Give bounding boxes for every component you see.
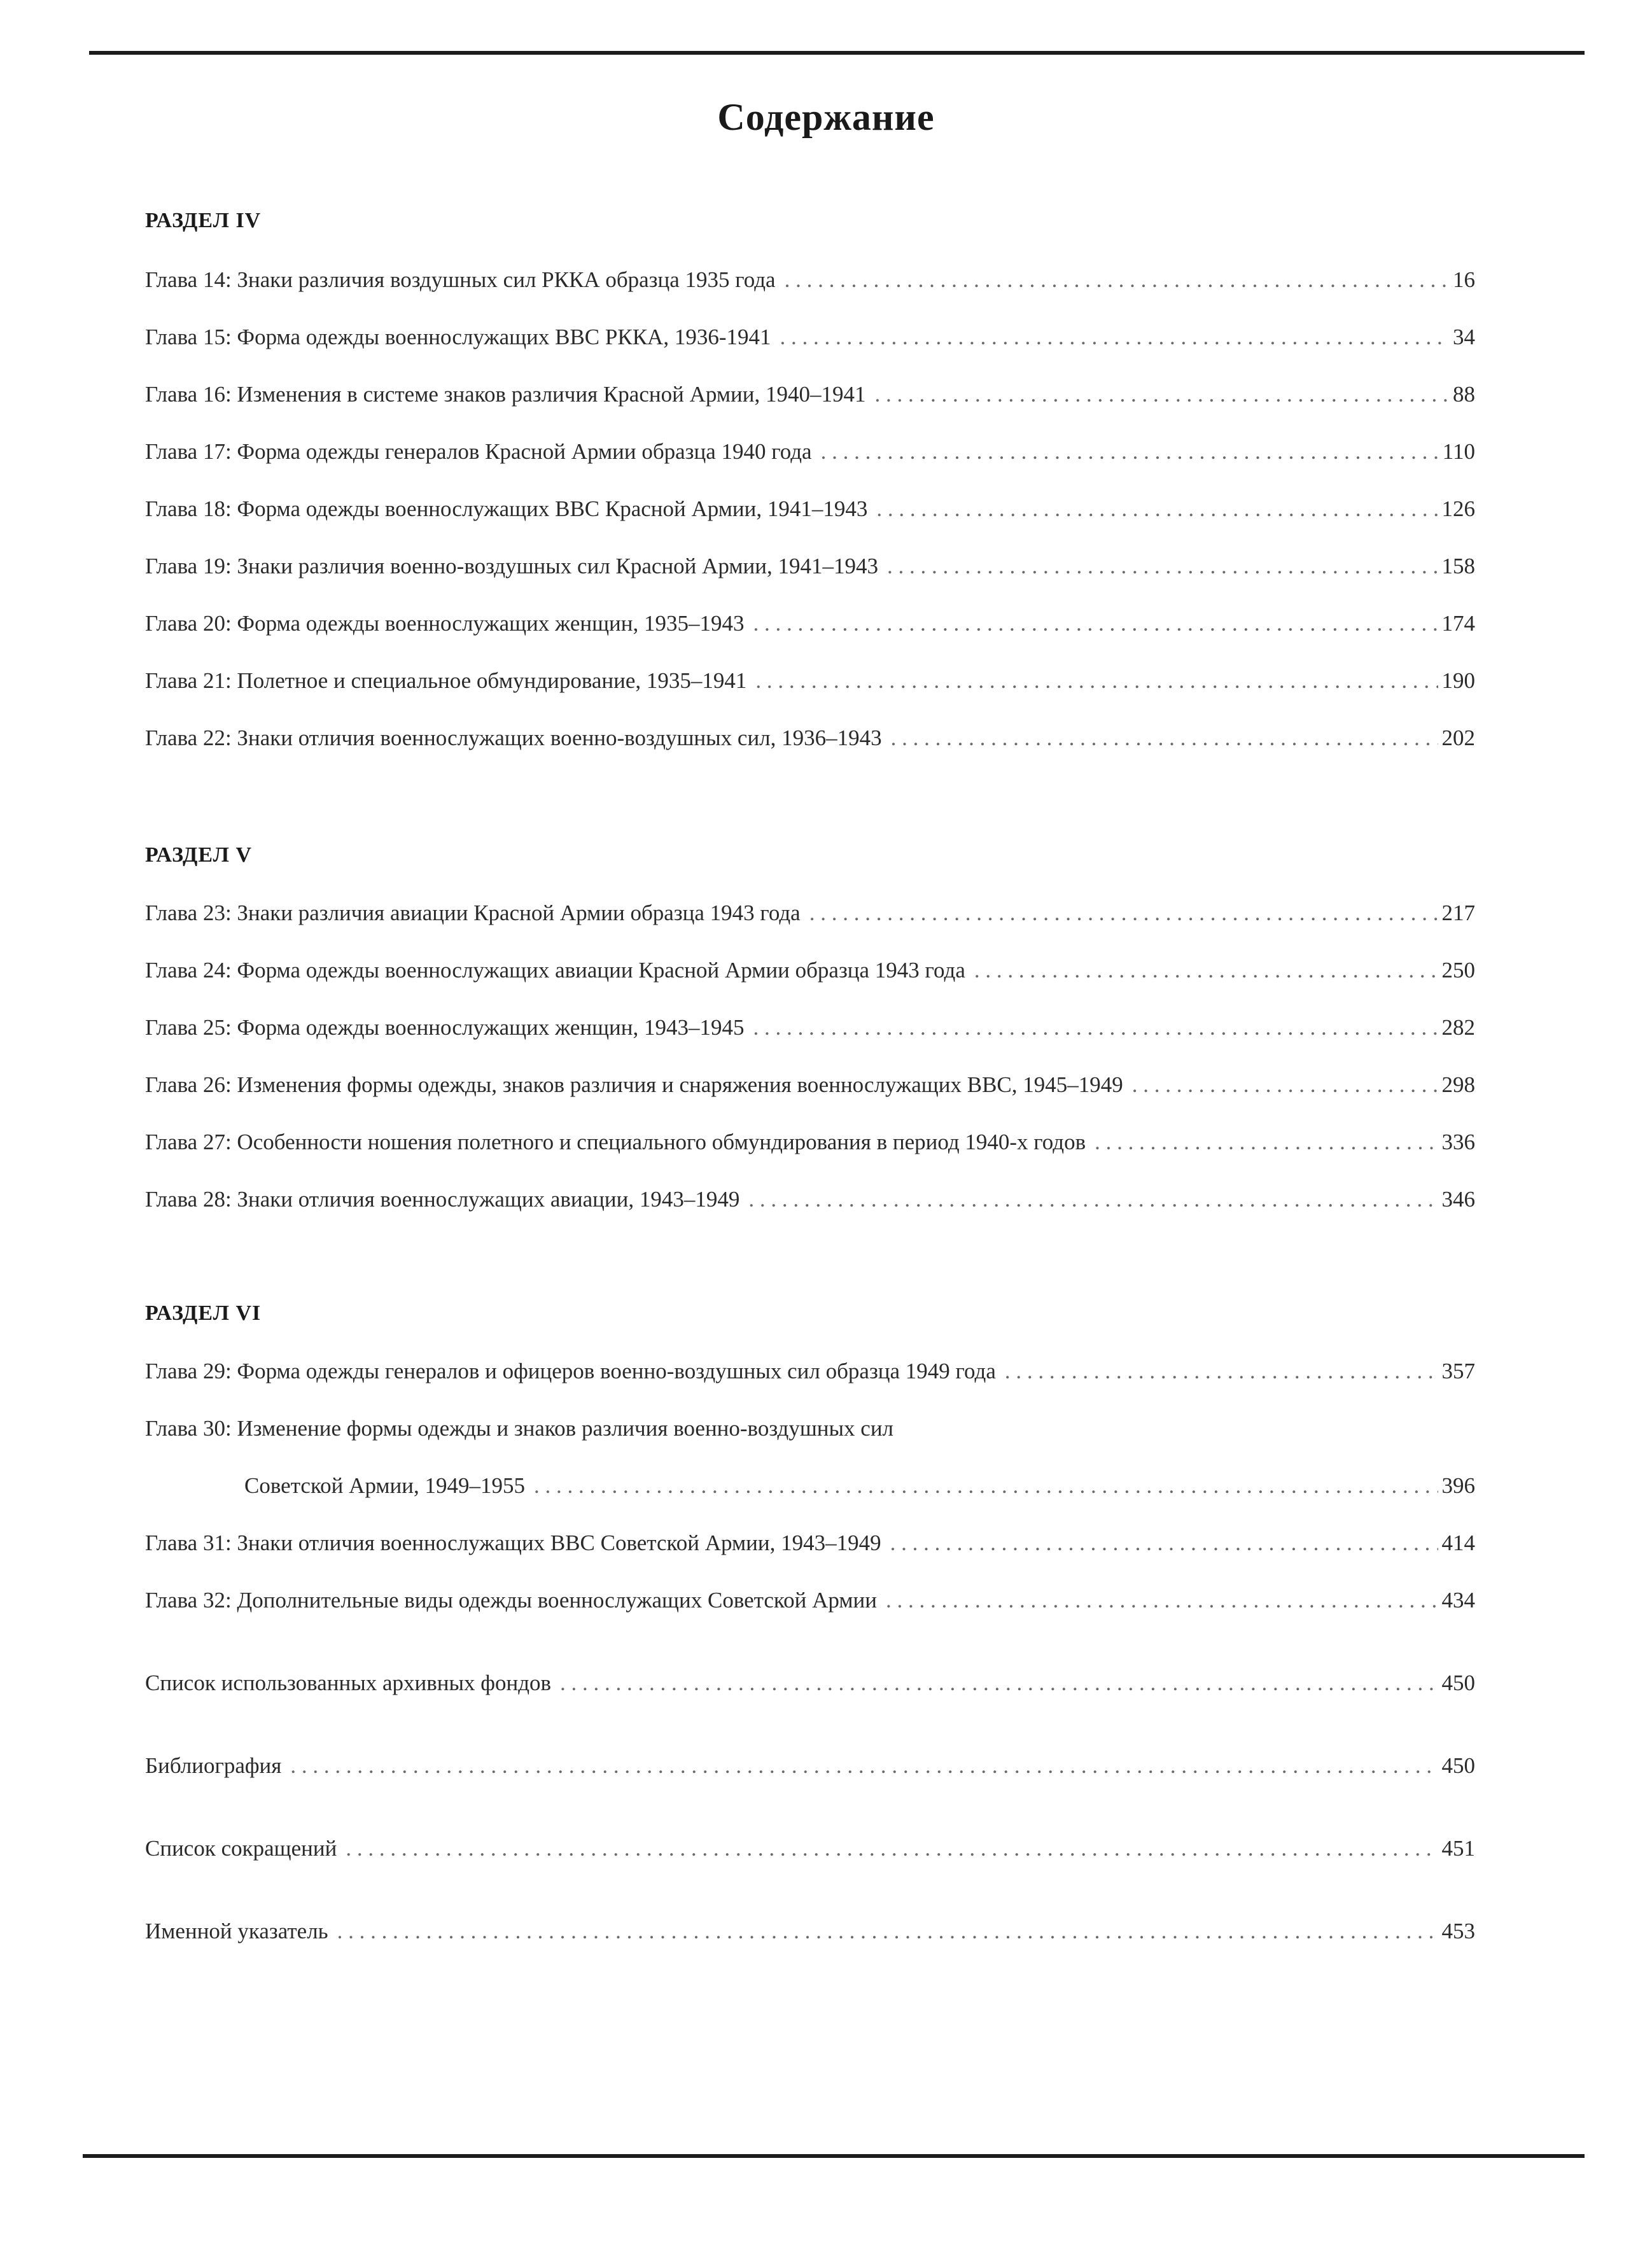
toc-entry[interactable]	[145, 436, 1475, 468]
toc-entry-name-index[interactable]	[145, 1915, 1475, 1947]
bottom-rule	[83, 2154, 1585, 2158]
toc-entry-label: Глава 17: Форма одежды генералов Красной Армии образца 1940 года	[145, 439, 812, 464]
toc-entry-label: Глава 24: Форма одежды военнослужащих авиации Красной Армии образца 1943 года	[145, 958, 965, 983]
dot-leader	[809, 897, 1438, 929]
dot-leader	[1005, 1355, 1438, 1387]
dot-leader	[785, 264, 1449, 296]
toc-entry[interactable]	[145, 379, 1475, 410]
dot-leader	[1132, 1069, 1438, 1101]
toc-entry-label: Список использованных архивных фондов	[145, 1670, 552, 1695]
toc-entry-label: Глава 14: Знаки различия воздушных сил РККА образца 1935 года	[145, 267, 776, 292]
dot-leader	[886, 1585, 1438, 1616]
toc-entry[interactable]	[145, 493, 1475, 525]
toc-entry-label: Глава 31: Знаки отличия военнослужащих ВВС Советской Армии, 1943–1949	[145, 1530, 881, 1555]
toc-entry-bibliography[interactable]	[145, 1750, 1475, 1782]
toc-entry[interactable]	[145, 1069, 1475, 1101]
toc-entry[interactable]	[145, 1585, 1475, 1616]
dot-leader	[560, 1667, 1438, 1699]
toc-entry-label: Глава 27: Особенности ношения полетного и специального обмундирования в период 1940-х годов	[145, 1130, 1086, 1154]
toc-entry-abbreviations[interactable]	[145, 1833, 1475, 1865]
toc-entry-label: Глава 16: Изменения в системе знаков различия Красной Армии, 1940–1941	[145, 382, 866, 407]
toc-entry[interactable]	[145, 1470, 1475, 1502]
dot-leader	[753, 1012, 1438, 1044]
toc-entry-page: 451	[1441, 1836, 1475, 1861]
section-heading-iv: РАЗДЕЛ IV	[145, 209, 262, 232]
toc-entry-page: 202	[1441, 725, 1475, 750]
dot-leader	[890, 1527, 1438, 1559]
toc-entry-page: 453	[1441, 1919, 1475, 1943]
toc-entry-page: 336	[1441, 1130, 1475, 1154]
toc-entry-label-line1[interactable]: Глава 30: Изменение формы одежды и знаков различия военно-воздушных сил	[145, 1416, 894, 1441]
toc-entry-page: 88	[1453, 382, 1475, 407]
toc-entry-label: Глава 26: Изменения формы одежды, знаков различия и снаряжения военнослужащих ВВС, 1945–1949	[145, 1072, 1123, 1097]
section-heading-v: РАЗДЕЛ V	[145, 843, 253, 867]
dot-leader	[874, 379, 1449, 410]
toc-entry[interactable]	[145, 550, 1475, 582]
toc-entry[interactable]	[145, 1184, 1475, 1215]
toc-entry-page: 282	[1441, 1015, 1475, 1040]
toc-entry[interactable]	[145, 955, 1475, 986]
toc-entry-page: 396	[1441, 1473, 1475, 1498]
dot-leader	[290, 1750, 1438, 1782]
toc-entry-page: 174	[1441, 611, 1475, 636]
toc-entry-page: 110	[1442, 439, 1475, 464]
dot-leader	[748, 1184, 1438, 1215]
toc-entry-page: 414	[1441, 1530, 1475, 1555]
dot-leader	[534, 1470, 1438, 1502]
toc-entry-page: 126	[1441, 496, 1475, 521]
dot-leader	[337, 1915, 1438, 1947]
toc-entry-label: Глава 18: Форма одежды военнослужащих ВВС Красной Армии, 1941–1943	[145, 496, 868, 521]
toc-entry-label: Список сокращений	[145, 1836, 337, 1861]
toc-entry-page: 190	[1441, 668, 1475, 693]
toc-entry-page: 16	[1453, 267, 1475, 292]
toc-entry[interactable]	[145, 264, 1475, 296]
toc-entry-page: 450	[1441, 1753, 1475, 1778]
toc-entry-label: Глава 21: Полетное и специальное обмундирование, 1935–1941	[145, 668, 747, 693]
toc-entry[interactable]	[145, 1355, 1475, 1387]
dot-leader	[1095, 1126, 1438, 1158]
toc-entry-label: Глава 32: Дополнительные виды одежды военнослужащих Советской Армии	[145, 1588, 877, 1613]
toc-entry[interactable]	[145, 1527, 1475, 1559]
toc-entry-label: Библиография	[145, 1753, 282, 1778]
toc-entry-label: Глава 25: Форма одежды военнослужащих женщин, 1943–1945	[145, 1015, 745, 1040]
section-heading-vi: РАЗДЕЛ VI	[145, 1301, 262, 1325]
toc-entry-label: Глава 15: Форма одежды военнослужащих ВВС РККА, 1936-1941	[145, 325, 771, 349]
dot-leader	[821, 436, 1439, 468]
toc-entry-page: 450	[1441, 1670, 1475, 1695]
toc-entry-label: Глава 28: Знаки отличия военнослужащих авиации, 1943–1949	[145, 1187, 740, 1212]
toc-entry-label: Советской Армии, 1949–1955	[244, 1473, 526, 1498]
toc-entry-page: 250	[1441, 958, 1475, 983]
toc-entry-page: 434	[1441, 1588, 1475, 1613]
dot-leader	[753, 608, 1438, 640]
toc-entry[interactable]	[145, 1126, 1475, 1158]
dot-leader	[876, 493, 1438, 525]
toc-entry[interactable]	[145, 608, 1475, 640]
toc-entry-label: Глава 22: Знаки отличия военнослужащих военно-воздушных сил, 1936–1943	[145, 725, 882, 750]
toc-entry-page: 346	[1441, 1187, 1475, 1212]
toc-entry-page: 158	[1441, 554, 1475, 578]
dot-leader	[780, 321, 1449, 353]
toc-entry-label: Именной указатель	[145, 1919, 328, 1943]
toc-entry[interactable]	[145, 321, 1475, 353]
toc-entry[interactable]	[145, 897, 1475, 929]
top-rule	[89, 51, 1585, 55]
toc-entry[interactable]	[145, 665, 1475, 697]
toc-entry-label: Глава 23: Знаки различия авиации Красной Армии образца 1943 года	[145, 900, 801, 925]
toc-entry-page: 217	[1441, 900, 1475, 925]
dot-leader	[346, 1833, 1438, 1865]
toc-entry-label: Глава 20: Форма одежды военнослужащих женщин, 1935–1943	[145, 611, 745, 636]
toc-entry-page: 298	[1441, 1072, 1475, 1097]
toc-entry-label: Глава 29: Форма одежды генералов и офицеров военно-воздушных сил образца 1949 года	[145, 1359, 996, 1383]
toc-entry-archives[interactable]	[145, 1667, 1475, 1699]
page-title: Содержание	[717, 96, 935, 138]
toc-entry[interactable]	[145, 1012, 1475, 1044]
toc-entry-page: 357	[1441, 1359, 1475, 1383]
dot-leader	[755, 665, 1438, 697]
dot-leader	[891, 722, 1438, 754]
toc-entry-label: Глава 19: Знаки различия военно-воздушных сил Красной Армии, 1941–1943	[145, 554, 879, 578]
dot-leader	[974, 955, 1438, 986]
toc-entry[interactable]	[145, 722, 1475, 754]
dot-leader	[887, 550, 1438, 582]
toc-entry-page: 34	[1453, 325, 1475, 349]
